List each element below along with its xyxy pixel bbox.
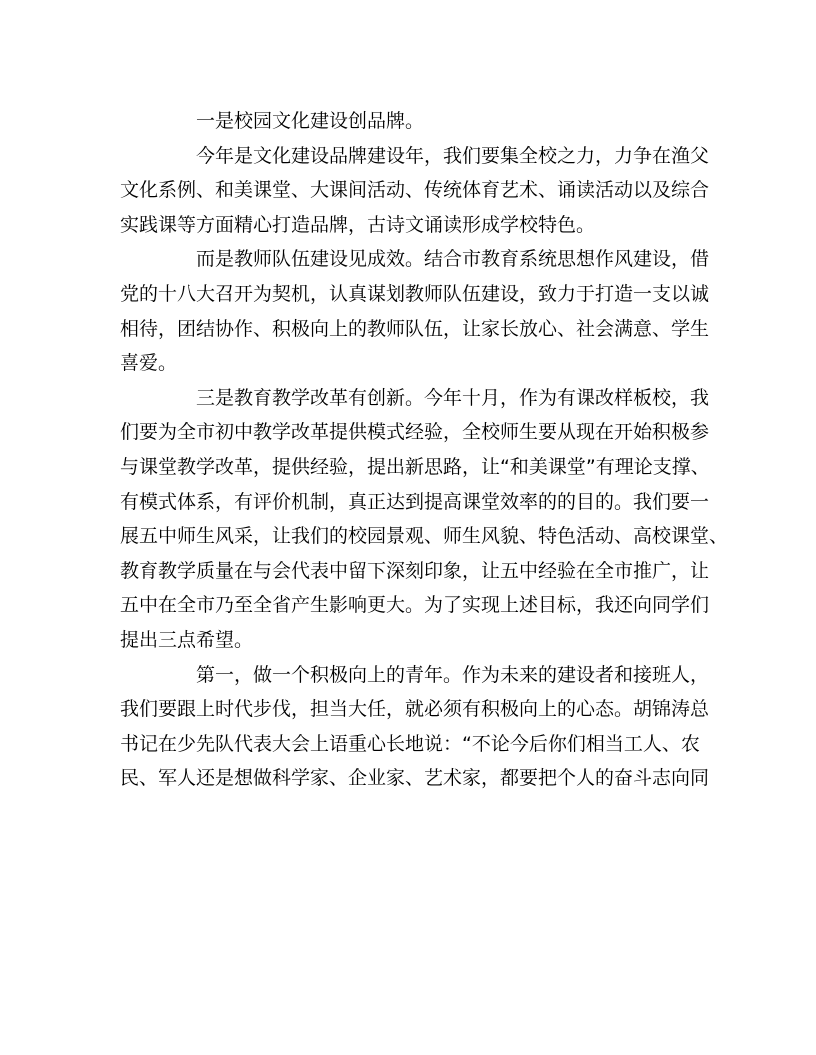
paragraph-line: 喜爱。 <box>120 352 178 375</box>
paragraph-line: 我们要跟上时代步伐，担当大任，就必须有积极向上的心态。胡锦涛总 <box>120 698 710 721</box>
paragraph-line: 书记在少先队代表大会上语重心长地说：“不论今后你们相当工人、农 <box>120 732 700 755</box>
paragraph-line: 党的十八大召开为契机，认真谋划教师队伍建设，致力于打造一支以诚 <box>120 282 710 305</box>
paragraph-line: 今年是文化建设品牌建设年，我们要集全校之力，力争在渔父 <box>196 144 710 167</box>
paragraph-line: 教育教学质量在与会代表中留下深刻印象，让五中经验在全市推广，让 <box>120 559 710 582</box>
paragraph-line: 而是教师队伍建设见成效。结合市教育系统思想作风建设，借 <box>196 248 710 271</box>
body-text <box>120 104 729 796</box>
paragraph-line: 展五中师生风采，让我们的校园景观、师生风貌、特色活动、高校课堂、 <box>120 525 729 548</box>
paragraph-line: 五中在全市乃至全省产生影响更大。为了实现上述目标，我还向同学们 <box>120 594 710 617</box>
paragraph-line: 有模式体系，有评价机制，真正达到提高课堂效率的的目的。我们要一 <box>120 490 710 513</box>
paragraph-line: 相待，团结协作、积极向上的教师队伍，让家长放心、社会满意、学生 <box>120 317 710 340</box>
paragraph-heading-culture: 一是校园文化建设创品牌。 <box>196 110 425 132</box>
paragraph-line: 提出三点希望。 <box>120 628 254 651</box>
paragraph-line: 们要为全市初中教学改革提供模式经验，全校师生要从现在开始积极参 <box>120 421 710 444</box>
paragraph-line: 三是教育教学改革有创新。今年十月，作为有课改样板校，我 <box>196 386 710 409</box>
paragraph-line: 民、军人还是想做科学家、企业家、艺术家，都要把个人的奋斗志向同 <box>120 767 710 790</box>
paragraph-line: 第一，做一个积极向上的青年。作为未来的建设者和接班人， <box>196 663 710 686</box>
paragraph-line: 文化系例、和美课堂、大课间活动、传统体育艺术、诵读活动以及综合 <box>120 179 710 202</box>
paragraph-line: 与课堂教学改革，提供经验，提出新思路，让“和美课堂”有理论支撑、 <box>120 455 710 478</box>
paragraph-line: 实践课等方面精心打造品牌，古诗文诵读形成学校特色。 <box>120 213 596 236</box>
